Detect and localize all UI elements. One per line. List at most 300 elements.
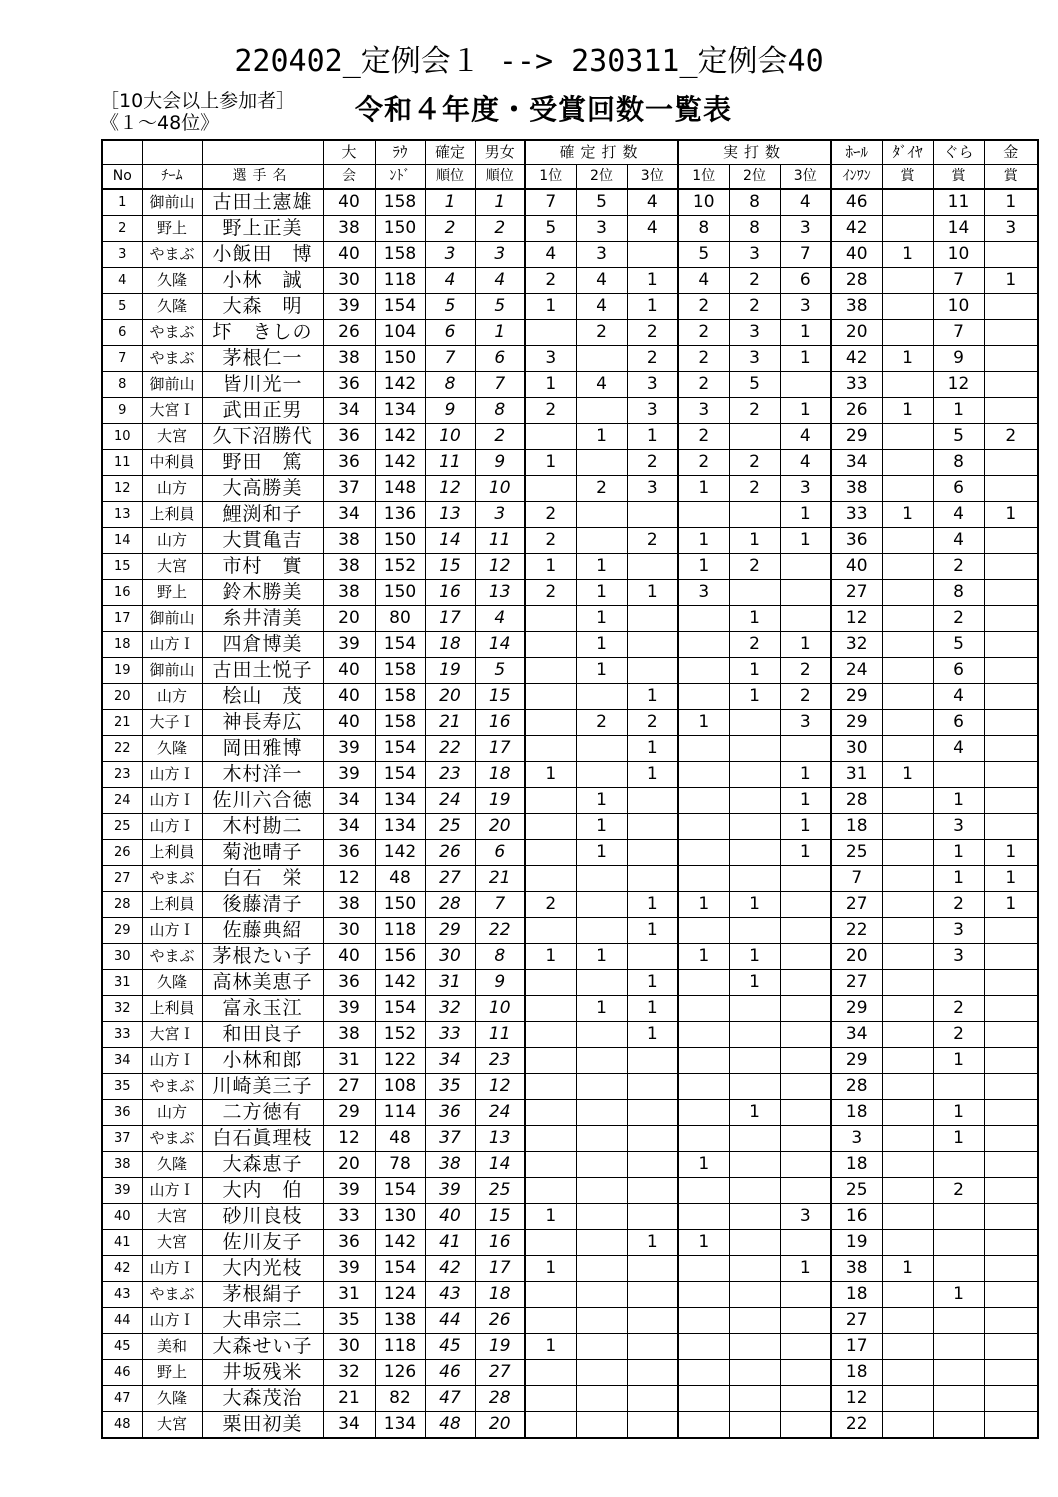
kakutei-rank: 4 [425,268,475,294]
table-row [102,268,1038,294]
jitsu-2nd [729,996,780,1022]
danjo-rank: 4 [475,268,525,294]
header-jitsu-dasu: 実打数 [678,140,831,165]
hole-in-one: 20 [831,320,882,346]
kakutei-1st: 4 [525,242,576,268]
diamond-award [882,424,933,450]
danjo-rank: 20 [475,1412,525,1439]
gura-award: 2 [933,1178,984,1204]
table-subtitle: 令和４年度・受賞回数一覧表 [355,93,733,126]
team: 山方Ｉ [142,1178,202,1204]
taikai-count: 38 [323,1022,375,1048]
hole-in-one: 31 [831,762,882,788]
kakutei-rank: 15 [425,554,475,580]
gold-award [984,398,1038,424]
table-row [102,216,1038,242]
player-name: 佐藤典紹 [202,918,323,944]
round-count: 152 [375,1022,425,1048]
jitsu-2nd: 1 [729,658,780,684]
kakutei-rank: 32 [425,996,475,1022]
diamond-award [882,216,933,242]
player-name: 和田良子 [202,1022,323,1048]
team: 大宮 [142,1412,202,1439]
gura-award: 1 [933,866,984,892]
kakutei-3rd [627,1334,678,1360]
header-gold: 金 [984,140,1038,165]
jitsu-2nd [729,1074,780,1100]
danjo-rank: 4 [475,606,525,632]
hole-in-one: 7 [831,866,882,892]
danjo-rank: 17 [475,1256,525,1282]
kakutei-rank: 27 [425,866,475,892]
table-row [102,502,1038,528]
kakutei-2nd [576,1048,627,1074]
table-row [102,1126,1038,1152]
table-row [102,1178,1038,1204]
kakutei-3rd: 1 [627,762,678,788]
table-row [102,944,1038,970]
round-count: 150 [375,346,425,372]
kakutei-1st: 2 [525,892,576,918]
table-row [102,1386,1038,1412]
round-count: 136 [375,502,425,528]
danjo-rank: 16 [475,1230,525,1256]
gold-award [984,1048,1038,1074]
jitsu-3rd: 1 [780,788,831,814]
danjo-rank: 12 [475,1074,525,1100]
round-count: 158 [375,242,425,268]
jitsu-1st [678,606,729,632]
kakutei-1st [525,918,576,944]
round-count: 80 [375,606,425,632]
header-diamond-bottom: 賞 [882,165,933,190]
gura-award: 1 [933,788,984,814]
row-no: 43 [102,1282,142,1308]
kakutei-rank: 38 [425,1152,475,1178]
diamond-award [882,1386,933,1412]
diamond-award [882,840,933,866]
round-count: 78 [375,1152,425,1178]
row-no: 27 [102,866,142,892]
jitsu-1st: 1 [678,528,729,554]
round-count: 118 [375,1334,425,1360]
kakutei-1st [525,866,576,892]
hole-in-one: 28 [831,1074,882,1100]
jitsu-2nd [729,1178,780,1204]
team: 山方 [142,684,202,710]
taikai-count: 38 [323,346,375,372]
kakutei-rank: 12 [425,476,475,502]
jitsu-2nd: 3 [729,346,780,372]
kakutei-1st [525,814,576,840]
kakutei-rank: 34 [425,1048,475,1074]
diamond-award [882,1334,933,1360]
hole-in-one: 24 [831,658,882,684]
player-name: 小林 誠 [202,268,323,294]
player-name: 佐川友子 [202,1230,323,1256]
kakutei-3rd: 2 [627,528,678,554]
jitsu-1st [678,866,729,892]
kakutei-3rd: 3 [627,476,678,502]
jitsu-2nd: 2 [729,294,780,320]
header-danjo-rank: 男女 [475,140,525,165]
team: 山方 [142,476,202,502]
jitsu-3rd: 1 [780,346,831,372]
header-kakutei-dasu: 確定打数 [525,140,678,165]
gura-award: 11 [933,189,984,216]
jitsu-3rd: 3 [780,476,831,502]
table-row [102,1308,1038,1334]
gura-award: 12 [933,372,984,398]
row-no: 13 [102,502,142,528]
gura-award: 9 [933,346,984,372]
gold-award: 1 [984,840,1038,866]
kakutei-3rd [627,814,678,840]
diamond-award [882,476,933,502]
kakutei-3rd: 1 [627,996,678,1022]
header-taikai-bottom: 会 [323,165,375,190]
row-no: 20 [102,684,142,710]
hole-in-one: 29 [831,710,882,736]
table-row [102,658,1038,684]
team: 久隆 [142,268,202,294]
gura-award: 1 [933,398,984,424]
kakutei-3rd [627,1074,678,1100]
jitsu-2nd: 1 [729,892,780,918]
player-name: 菊池晴子 [202,840,323,866]
row-no: 30 [102,944,142,970]
jitsu-1st [678,658,729,684]
diamond-award [882,1022,933,1048]
kakutei-3rd [627,242,678,268]
player-name: 白石 栄 [202,866,323,892]
taikai-count: 26 [323,320,375,346]
kakutei-3rd [627,1178,678,1204]
kakutei-1st: 1 [525,554,576,580]
kakutei-3rd: 4 [627,216,678,242]
row-no: 4 [102,268,142,294]
kakutei-1st [525,970,576,996]
team: やまぶ [142,242,202,268]
taikai-count: 36 [323,372,375,398]
header-gold-bottom: 賞 [984,165,1038,190]
player-name: 久下沼勝代 [202,424,323,450]
kakutei-3rd [627,606,678,632]
row-no: 48 [102,1412,142,1439]
danjo-rank: 20 [475,814,525,840]
kakutei-3rd [627,1282,678,1308]
jitsu-3rd [780,554,831,580]
kakutei-1st [525,658,576,684]
round-count: 122 [375,1048,425,1074]
diamond-award [882,632,933,658]
kakutei-1st [525,320,576,346]
table-row [102,189,1038,216]
player-name: 佐川六合徳 [202,788,323,814]
taikai-count: 36 [323,840,375,866]
kakutei-3rd: 1 [627,1230,678,1256]
jitsu-3rd: 1 [780,320,831,346]
hole-in-one: 18 [831,814,882,840]
kakutei-2nd: 2 [576,710,627,736]
team: 上利員 [142,840,202,866]
jitsu-3rd: 1 [780,502,831,528]
jitsu-1st [678,1412,729,1439]
round-count: 142 [375,1230,425,1256]
gura-award [933,970,984,996]
table-row [102,450,1038,476]
kakutei-3rd [627,1126,678,1152]
team: 大宮 [142,1230,202,1256]
kakutei-2nd: 1 [576,788,627,814]
jitsu-2nd [729,762,780,788]
header-round: ﾗｳ [375,140,425,165]
gold-award: 1 [984,268,1038,294]
diamond-award [882,580,933,606]
kakutei-2nd: 1 [576,632,627,658]
taikai-count: 39 [323,632,375,658]
kakutei-rank: 33 [425,1022,475,1048]
kakutei-3rd: 1 [627,268,678,294]
kakutei-3rd [627,788,678,814]
gura-award [933,1152,984,1178]
hole-in-one: 38 [831,476,882,502]
player-name: 野田 篤 [202,450,323,476]
kakutei-1st: 2 [525,268,576,294]
gold-award [984,1230,1038,1256]
header-kakutei-bottom: 順位 [425,165,475,190]
kakutei-rank: 2 [425,216,475,242]
kakutei-3rd [627,1048,678,1074]
table-row [102,606,1038,632]
kakutei-rank: 3 [425,242,475,268]
jitsu-2nd [729,1360,780,1386]
kakutei-rank: 30 [425,944,475,970]
taikai-count: 40 [323,189,375,216]
round-count: 134 [375,788,425,814]
row-no: 39 [102,1178,142,1204]
danjo-rank: 18 [475,762,525,788]
kakutei-1st: 2 [525,528,576,554]
header-kakutei-rank: 確定 [425,140,475,165]
jitsu-3rd [780,866,831,892]
jitsu-3rd [780,1360,831,1386]
danjo-rank: 11 [475,1022,525,1048]
round-count: 150 [375,580,425,606]
kakutei-rank: 7 [425,346,475,372]
diamond-award [882,528,933,554]
kakutei-2nd: 4 [576,294,627,320]
jitsu-1st [678,736,729,762]
team: 久隆 [142,1386,202,1412]
danjo-rank: 17 [475,736,525,762]
kakutei-3rd: 2 [627,346,678,372]
taikai-count: 40 [323,944,375,970]
taikai-count: 38 [323,580,375,606]
team: 久隆 [142,970,202,996]
taikai-count: 36 [323,424,375,450]
kakutei-rank: 24 [425,788,475,814]
taikai-count: 34 [323,814,375,840]
jitsu-2nd [729,502,780,528]
gura-award [933,1204,984,1230]
team: 久隆 [142,1152,202,1178]
danjo-rank: 14 [475,632,525,658]
danjo-rank: 10 [475,476,525,502]
kakutei-2nd [576,1334,627,1360]
table-row [102,372,1038,398]
round-count: 154 [375,996,425,1022]
taikai-count: 39 [323,294,375,320]
kakutei-3rd: 1 [627,424,678,450]
gura-award: 1 [933,1100,984,1126]
round-count: 154 [375,1178,425,1204]
jitsu-1st [678,1126,729,1152]
hole-in-one: 34 [831,1022,882,1048]
team: 野上 [142,216,202,242]
header-name-top [202,140,323,165]
player-name: 大内 伯 [202,1178,323,1204]
round-count: 158 [375,710,425,736]
jitsu-1st [678,996,729,1022]
round-count: 142 [375,970,425,996]
kakutei-3rd: 1 [627,1022,678,1048]
kakutei-3rd [627,1386,678,1412]
row-no: 28 [102,892,142,918]
header-no-top [102,140,142,165]
team: 御前山 [142,189,202,216]
player-name: 大森茂治 [202,1386,323,1412]
kakutei-rank: 47 [425,1386,475,1412]
jitsu-3rd [780,1048,831,1074]
hole-in-one: 42 [831,346,882,372]
table-row [102,320,1038,346]
taikai-count: 40 [323,242,375,268]
jitsu-3rd: 4 [780,189,831,216]
gura-award: 7 [933,268,984,294]
row-no: 25 [102,814,142,840]
table-row [102,1204,1038,1230]
team: 山方Ｉ [142,918,202,944]
taikai-count: 40 [323,658,375,684]
kakutei-3rd [627,1204,678,1230]
jitsu-3rd [780,1178,831,1204]
gura-award: 1 [933,1282,984,1308]
kakutei-3rd [627,632,678,658]
kakutei-rank: 41 [425,1230,475,1256]
gura-award: 1 [933,1126,984,1152]
round-count: 142 [375,424,425,450]
kakutei-2nd: 1 [576,814,627,840]
gold-award [984,1152,1038,1178]
kakutei-3rd [627,1256,678,1282]
kakutei-2nd [576,398,627,424]
kakutei-2nd [576,918,627,944]
gura-award: 2 [933,554,984,580]
kakutei-2nd [576,684,627,710]
kakutei-rank: 18 [425,632,475,658]
kakutei-2nd: 1 [576,840,627,866]
jitsu-3rd: 7 [780,242,831,268]
player-name: 古田土悦子 [202,658,323,684]
hole-in-one: 42 [831,216,882,242]
table-row [102,918,1038,944]
jitsu-2nd [729,1334,780,1360]
player-name: 圷 きしの [202,320,323,346]
row-no: 31 [102,970,142,996]
jitsu-2nd [729,1308,780,1334]
diamond-award [882,1178,933,1204]
kakutei-rank: 23 [425,762,475,788]
danjo-rank: 10 [475,996,525,1022]
player-name: 栗田初美 [202,1412,323,1439]
player-name: 大高勝美 [202,476,323,502]
hole-in-one: 28 [831,268,882,294]
hole-in-one: 18 [831,1360,882,1386]
jitsu-1st [678,1204,729,1230]
jitsu-3rd [780,1308,831,1334]
team: やまぶ [142,346,202,372]
kakutei-2nd: 1 [576,944,627,970]
danjo-rank: 19 [475,1334,525,1360]
jitsu-1st: 2 [678,346,729,372]
player-name: 茅根仁一 [202,346,323,372]
taikai-count: 29 [323,1100,375,1126]
player-name: 大串宗二 [202,1308,323,1334]
jitsu-3rd: 1 [780,528,831,554]
jitsu-1st: 2 [678,294,729,320]
hole-in-one: 17 [831,1334,882,1360]
diamond-award [882,606,933,632]
jitsu-1st [678,814,729,840]
row-no: 14 [102,528,142,554]
jitsu-2nd [729,580,780,606]
kakutei-2nd [576,1386,627,1412]
taikai-count: 30 [323,268,375,294]
round-count: 126 [375,1360,425,1386]
diamond-award [882,1048,933,1074]
row-no: 44 [102,1308,142,1334]
taikai-count: 12 [323,1126,375,1152]
jitsu-2nd: 2 [729,398,780,424]
kakutei-rank: 28 [425,892,475,918]
gura-award: 5 [933,424,984,450]
jitsu-1st [678,1100,729,1126]
jitsu-2nd: 2 [729,554,780,580]
header-gura: ぐら [933,140,984,165]
round-count: 124 [375,1282,425,1308]
danjo-rank: 3 [475,242,525,268]
danjo-rank: 7 [475,372,525,398]
kakutei-2nd [576,450,627,476]
kakutei-1st: 5 [525,216,576,242]
danjo-rank: 1 [475,320,525,346]
jitsu-2nd [729,918,780,944]
round-count: 142 [375,450,425,476]
diamond-award [882,1152,933,1178]
jitsu-2nd [729,1048,780,1074]
kakutei-3rd: 1 [627,892,678,918]
row-no: 12 [102,476,142,502]
diamond-award: 1 [882,398,933,424]
jitsu-3rd [780,1100,831,1126]
row-no: 19 [102,658,142,684]
jitsu-2nd: 2 [729,476,780,502]
team: 大宮 [142,424,202,450]
jitsu-2nd: 2 [729,268,780,294]
row-no: 17 [102,606,142,632]
jitsu-1st [678,1282,729,1308]
